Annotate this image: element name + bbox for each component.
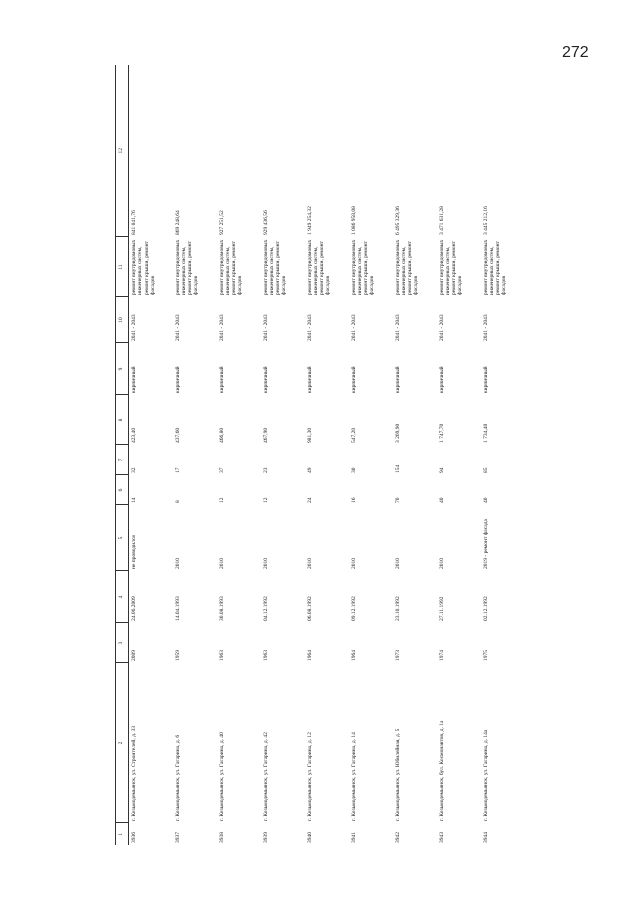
table-row	[261, 65, 305, 845]
date-cell: 30.08.1993	[218, 596, 225, 621]
year-cell: 1963	[262, 650, 269, 661]
wall-material-cell: кирпичный	[438, 366, 445, 393]
flats-cell: 30	[350, 467, 357, 473]
rotated-table-content	[115, 65, 615, 845]
period-cell: 2041 - 2043	[394, 314, 401, 341]
wall-material-cell: кирпичный	[174, 366, 181, 393]
address-cell: г. Козьмодемьянск, ул. Гагарина, д. 40	[218, 732, 225, 821]
area-cell: 1 747,70	[438, 423, 445, 443]
date-cell: 06.08.1992	[306, 596, 313, 621]
cost-cell: 869 248,64	[174, 210, 181, 235]
work-cell: ремонт внутридомовых инженерных систем, ремонт крыши, ремонт фасадов	[350, 239, 376, 295]
table-row	[481, 65, 525, 845]
column-header: 8	[116, 395, 129, 445]
work-cell: ремонт внутридомовых инженерных систем, ремонт крыши, ремонт фасадов	[131, 239, 156, 295]
wall-material-cell: кирпичный	[218, 366, 225, 393]
last-repair-cell: 2010	[306, 558, 313, 569]
work-cell: ремонт внутридомовых инженерных систем, ремонт крыши, ремонт фасадов	[174, 239, 200, 295]
column-header: 10	[116, 297, 129, 343]
floors-cell: 14	[131, 497, 137, 503]
row-id: 3936	[131, 832, 137, 843]
last-repair-cell: 2010	[174, 558, 181, 569]
work-cell: ремонт внутридомовых инженерных систем, ремонт крыши, ремонт фасадов	[218, 239, 244, 295]
cost-cell: 927 251,52	[218, 210, 225, 235]
column-header: 6	[116, 475, 129, 505]
area-cell: 1 734,40	[482, 423, 489, 443]
date-cell: 04.12.1992	[262, 596, 269, 621]
work-cell: ремонт внутридомовых инженерных систем, ремонт крыши, ремонт фасадов	[394, 239, 420, 295]
last-repair-cell: 2010	[438, 558, 445, 569]
address-cell: г. Козьмодемьянск, бул. Космонавтов, д. 1а	[438, 720, 445, 821]
period-cell: 2041 - 2043	[218, 314, 225, 341]
address-cell: г. Козьмодемьянск, ул. Юбилейная, д. 5	[394, 728, 401, 821]
year-cell: 1963	[218, 650, 225, 661]
wall-material-cell: кирпичный	[394, 366, 401, 393]
cost-cell: 3 471 631,28	[438, 206, 445, 235]
area-cell: 437,60	[174, 427, 181, 443]
period-cell: 2041 - 2043	[350, 314, 357, 341]
row-id: 3943	[438, 832, 445, 843]
column-header: 11	[116, 237, 129, 297]
date-cell: 23.10.1992	[394, 596, 401, 621]
column-header: 4	[116, 571, 129, 623]
wall-material-cell: кирпичный	[482, 366, 489, 393]
cost-cell: 1 949 254,32	[306, 206, 313, 235]
area-cell: 467,90	[262, 427, 269, 443]
address-cell: г. Козьмодемьянск, ул. Гагарина, д. 12	[306, 732, 313, 821]
page-number: 272	[562, 44, 589, 61]
date-cell: 09.12.1992	[350, 596, 357, 621]
area-cell: 423,40	[131, 427, 137, 443]
flats-cell: 17	[174, 467, 181, 473]
period-cell: 2041 - 2043	[482, 314, 489, 341]
row-id: 3938	[218, 832, 225, 843]
flats-cell: 85	[482, 467, 489, 473]
area-cell: 981,30	[306, 427, 313, 443]
floors-cell: 12	[262, 497, 269, 503]
row-id: 3944	[482, 832, 489, 843]
cost-cell: 6 495 329,36	[394, 206, 401, 235]
floors-cell: 40	[482, 497, 489, 503]
column-header: 9	[116, 343, 129, 395]
last-repair-cell: 2010	[394, 558, 401, 569]
column-header: 7	[116, 445, 129, 475]
year-cell: 1973	[394, 650, 401, 661]
column-number-row	[116, 65, 129, 845]
row-id: 3942	[394, 832, 401, 843]
last-repair-cell: 2019 - ремонт фасада	[482, 519, 489, 569]
row-id: 3939	[262, 832, 269, 843]
last-repair-cell: 2010	[350, 558, 357, 569]
area-cell: 547,20	[350, 427, 357, 443]
address-cell: г. Козьмодемьянск, ул. Гагарина, д. 42	[262, 732, 269, 821]
flats-cell: 49	[306, 467, 313, 473]
date-cell: 27.11.1992	[438, 596, 445, 621]
floors-cell: 24	[306, 497, 313, 503]
area-cell: 3 269,90	[394, 423, 401, 443]
year-cell: 1974	[438, 650, 445, 661]
row-id: 3940	[306, 832, 313, 843]
work-cell: ремонт внутридомовых инженерных систем, ремонт крыши, ремонт фасадов	[306, 239, 332, 295]
period-cell: 2041 - 2043	[306, 314, 313, 341]
flats-cell: 32	[131, 467, 137, 473]
cost-cell: 929 436,56	[262, 210, 269, 235]
table-row	[217, 65, 261, 845]
work-cell: ремонт внутридомовых инженерных систем, ремонт крыши, ремонт фасадов	[438, 239, 464, 295]
column-header: 1	[116, 823, 129, 845]
table-row	[349, 65, 393, 845]
floors-cell: 8	[174, 500, 181, 503]
year-cell: 1964	[306, 650, 313, 661]
flats-cell: 94	[438, 467, 445, 473]
work-cell: ремонт внутридомовых инженерных систем, ремонт крыши, ремонт фасадов	[482, 239, 508, 295]
column-header: 2	[116, 663, 129, 823]
date-cell: 02.12.1992	[482, 596, 489, 621]
address-cell: г. Козьмодемьянск, ул. Гагарина, д. 14а	[482, 729, 489, 821]
table-body	[129, 65, 525, 845]
cost-cell: 841 041,76	[131, 210, 137, 235]
period-cell: 2041 - 2043	[131, 314, 137, 341]
floors-cell: 70	[394, 497, 401, 503]
floors-cell: 40	[438, 497, 445, 503]
wall-material-cell: кирпичный	[350, 366, 357, 393]
date-cell: 14.04.1993	[174, 596, 181, 621]
last-repair-cell: не проводился	[131, 535, 137, 569]
work-cell: ремонт внутридомовых инженерных систем, ремонт крыши, ремонт фасадов	[262, 239, 288, 295]
table-row	[393, 65, 437, 845]
column-header: 3	[116, 623, 129, 663]
table-row	[437, 65, 481, 845]
period-cell: 2041 - 2043	[438, 314, 445, 341]
flats-cell: 37	[218, 467, 225, 473]
year-cell: 1964	[350, 650, 357, 661]
year-cell: 2009	[131, 650, 137, 661]
row-id: 3941	[350, 832, 357, 843]
cost-cell: 1 086 958,08	[350, 206, 357, 235]
cost-cell: 3 445 212,16	[482, 206, 489, 235]
table-row	[173, 65, 217, 845]
year-cell: 1975	[482, 650, 489, 661]
area-cell: 466,80	[218, 427, 225, 443]
year-cell: 1959	[174, 650, 181, 661]
wall-material-cell: кирпичный	[262, 366, 269, 393]
address-cell: г. Козьмодемьянск, ул. Гагарина, д. 14	[350, 732, 357, 821]
table-row	[305, 65, 349, 845]
housing-repair-table	[115, 65, 525, 845]
address-cell: г. Козьмодемьянск, ул. Гагарина, д. 6	[174, 734, 181, 821]
table-row	[129, 65, 173, 845]
date-cell: 24.06.2009	[131, 596, 137, 621]
flats-cell: 23	[262, 467, 269, 473]
flats-cell: 154	[394, 464, 401, 473]
period-cell: 2041 - 2043	[174, 314, 181, 341]
period-cell: 2041 - 2043	[262, 314, 269, 341]
floors-cell: 12	[218, 497, 225, 503]
wall-material-cell: кирпичный	[131, 366, 137, 393]
last-repair-cell: 2010	[262, 558, 269, 569]
wall-material-cell: кирпичный	[306, 366, 313, 393]
column-header: 5	[116, 505, 129, 571]
last-repair-cell: 2010	[218, 558, 225, 569]
column-header: 12	[116, 65, 129, 237]
address-cell: г. Козьмодемьянск, ул. Строителей, д. 33	[131, 725, 137, 821]
floors-cell: 16	[350, 497, 357, 503]
rotated-table-region	[115, 45, 615, 845]
row-id: 3937	[174, 832, 181, 843]
